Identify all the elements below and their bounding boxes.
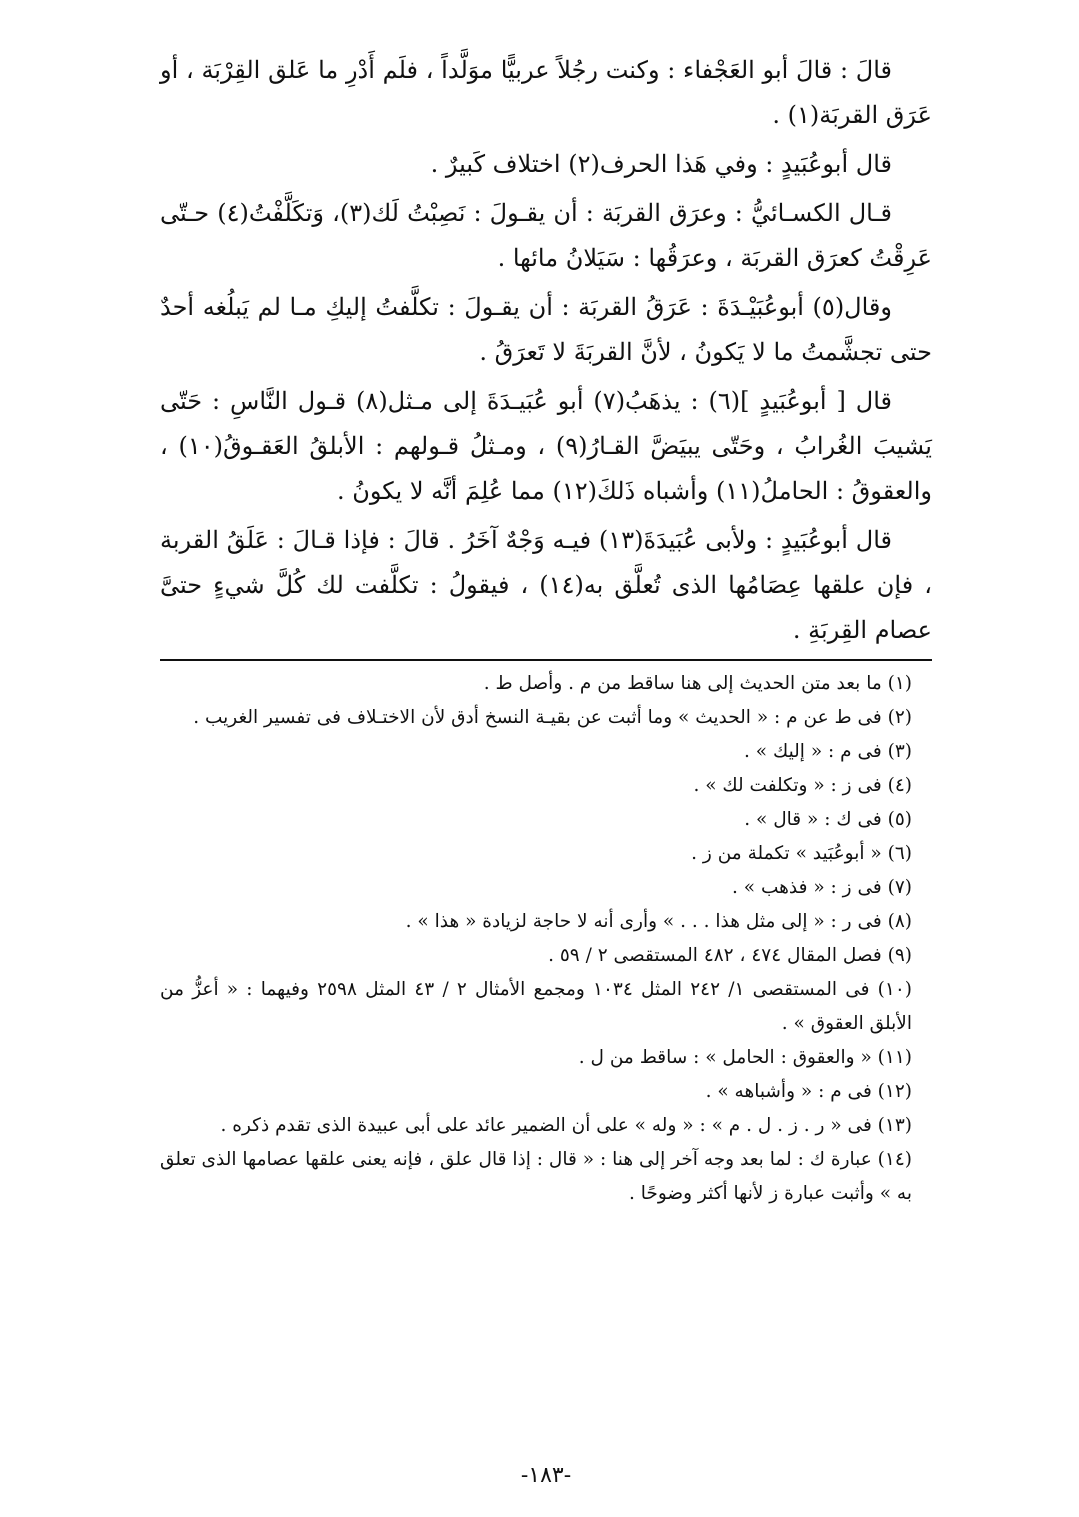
footnote-3: (٣) فى م : « إليك » . xyxy=(744,741,912,762)
page-number: -١٨٣- xyxy=(520,1463,572,1488)
paragraph-2: قال أبوعُبَيدٍ : وفي هَذا الحرف(٢) اختلاف كَبيرٌ . xyxy=(430,150,892,178)
main-text xyxy=(160,48,932,653)
footnotes-list xyxy=(160,667,932,1211)
footnote-13: (١٣) فى « ر . ز . ل . م » : « وله » على أن الضمير عائد على أبى عبيدة الذى تقدم ذكره . xyxy=(220,1115,912,1136)
footnote-8: (٨) فى ر : « إلى مثل هذا . . . » وأرى أنه لا حاجة لزيادة « هذا » . xyxy=(405,911,912,932)
footnote-7: (٧) فى ز : « فذهب » . xyxy=(732,877,912,898)
footnote-4: (٤) فى ز : « وتكلفت لك » . xyxy=(693,775,912,796)
footnote-6: (٦) « أبوعُبَيد » تكملة من ز . xyxy=(691,843,912,864)
footnote-14: (١٤) عبارة ك : لما بعد وجه آخر إلى هنا : « قال : إذا قال علق ، فإنه يعنى علقها عصامها الذى تعلق به » وأثبت عبارة ز لأنها أكثر وضوحًا . xyxy=(160,1149,912,1204)
footnote-divider xyxy=(160,659,932,661)
footnote-10: (١٠) فى المستقصى ١/ ٢٤٢ المثل ١٠٣٤ ومجمع الأمثال ٢ / ٤٣ المثل ٢٥٩٨ وفيهما : « أعزُّ من الأبلق العقوق » . xyxy=(160,979,912,1034)
footnote-9: (٩) فصل المقال ٤٧٤ ، ٤٨٢ المستقصى ٢ / ٥٩ . xyxy=(548,945,912,966)
footnote-5: (٥) فى ك : « قال » . xyxy=(744,809,912,830)
paragraph-4: وقال(٥) أبوعُبَيْـدَةَ : عَرَقُ القربَة : أن يقـولَ : تكلَّفتُ إليكِ مـا لم يَبلُغه أحدٌ حتى تجشَّمتُ ما لا يَكونُ ، لأنَّ القربَةَ لا تَعرَقُ . xyxy=(160,293,932,366)
book-page xyxy=(160,48,932,1488)
paragraph-3: قـال الكسـائيُّ : وعرَق القربَة : أن يقـولَ : نَصِبْتُ لَك(٣)، وَتكَلَّفْتُ(٤) حـتّى عَرِقْتُ كعرَق القربَة ، وعرَقُها : سَيَلانُ مائها . xyxy=(160,199,932,272)
footnote-1: (١) ما بعد متن الحديث إلى هنا ساقط من م . وأصل ط . xyxy=(483,673,912,694)
paragraph-5: قال [ أبوعُبَيدٍ ](٦) : يذهَبُ(٧) أبو عُبَيـدَةَ إلى مـثل(٨) قـول النَّاسِ : حَتّى يَشيبَ الغُرابُ ، وحَتّى يبيَضَّ القـارُ(٩) ، ومـثلُ قـولهم : الأبلقُ العَقـوقُ(١٠) ، والعقوقُ : الحاملُ(١١) وأشباه ذَلكَ(١٢) مما عُلِمَ أنَّه لا يكونُ . xyxy=(160,387,932,505)
paragraph-6: قال أبوعُبَيدٍ : ولأبى عُبَيدَةَ(١٣) فيـه وَجْهٌ آخَرُ . قالَ : فإذا قـالَ : عَلَقُ القربة ، فإن علقها عِصَامُها الذى تُعلَّق به(١٤) ، فيقولُ : تكلَّفت لك كُلَّ شيءٍ حتىَّ عصام القِربَةِ . xyxy=(160,526,932,644)
footnote-12: (١٢) فى م : « وأشباهه » . xyxy=(705,1081,912,1102)
footnote-2: (٢) فى ط عن م : « الحديث » وما أثبت عن بقيـة النسخ أدق لأن الاختـلاف فى تفسير الغريب . xyxy=(193,707,912,728)
paragraph-1: قالَ : قالَ أبو العَجْفاء : وكنت رجُلاً عربيًّا موَلَّداً ، فلَم أَدْرِ ما عَلق القِرْبَة ، أو عَرَق القربَة(١) . xyxy=(160,56,932,129)
footnote-11: (١١) « والعقوق : الحامل » : ساقط من ل . xyxy=(578,1047,912,1068)
